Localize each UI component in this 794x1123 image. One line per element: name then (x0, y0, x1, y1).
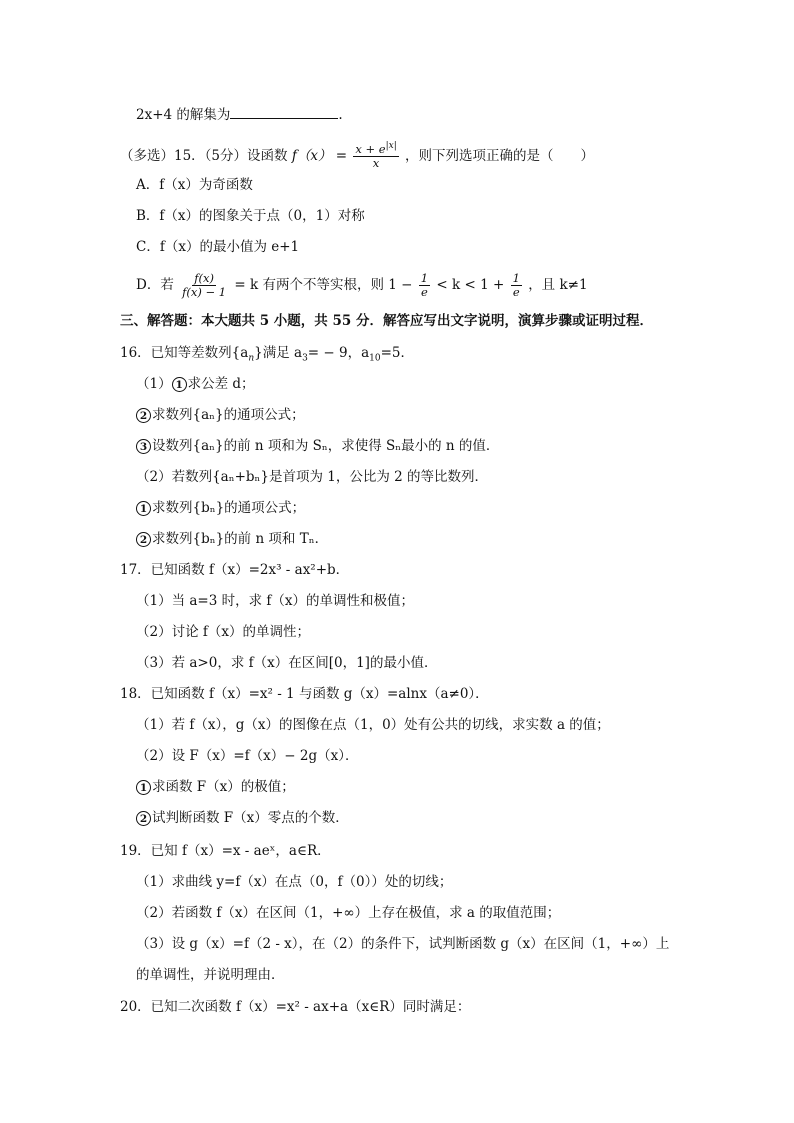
q18-part1: （1）若 f（x），g（x）的图像在点（1，0）处有公共的切线，求实数 a 的值； (136, 717, 610, 733)
q18-part2-1-text: 求函数 F（x）的极值； (152, 779, 295, 795)
q18-part2: （2）设 F（x）=f（x）− 2g（x）． (136, 748, 359, 764)
q15-option-b: B．f（x）的图象关于点（0，1）对称 (136, 208, 365, 224)
q18-part2-2 (136, 809, 349, 827)
q15-d-mid2: < k < 1 + (436, 277, 505, 293)
q16-stem (120, 344, 414, 362)
q18-stem: 18．已知函数 f（x）=x² - 1 与函数 g（x）=alnx（a≠0）． (120, 686, 489, 702)
q15-d-frac3-den: e (512, 285, 520, 299)
q15-d-pre: D．若 (136, 277, 174, 293)
circled-2-icon: 2 (136, 532, 151, 547)
q15-d-mid: = k 有两个不等实根，则 1 − (234, 277, 413, 293)
q15-frac-den: x (372, 156, 380, 170)
q15-option-c: C．f（x）的最小值为 e+1 (136, 239, 300, 255)
q15-d-frac2 (419, 272, 430, 299)
q16-part1 (136, 375, 255, 393)
q19-part3-cont: 的单调性，并说明理由． (136, 967, 285, 983)
q20-stem: 20．已知二次函数 f（x）=x² - ax+a（x∈R）同时满足： (120, 999, 471, 1015)
q15-stem (120, 143, 594, 170)
q16-part2-2 (136, 530, 328, 548)
q16-sub-n: n (248, 353, 255, 364)
q19-part2: （2）若函数 f（x）在区间（1，+∞）上存在极值，求 a 的取值范围； (136, 905, 561, 921)
q15-d-frac2-den: e (421, 285, 428, 299)
q16-part1-3-text: 设数列{aₙ}的前 n 项和为 Sₙ，求使得 Sₙ最小的 n 的值． (152, 438, 500, 454)
q14-text: 2x+4 的解集为 (136, 107, 231, 123)
section-3-heading: 三、解答题：本大题共 5 小题，共 55 分．解答应写出文字说明，演算步骤或证明过程． (120, 313, 653, 329)
q15-d-frac-num: f(x) (194, 271, 214, 285)
q15-d-end: ，且 k≠1 (528, 277, 588, 293)
q17-part1: （1）当 a=3 时，求 f（x）的单调性和极值； (136, 593, 415, 609)
q16-part1-2-text: 求数列{aₙ}的通项公式； (152, 407, 305, 423)
circled-2-icon: 2 (136, 408, 151, 423)
q15-d-frac3 (511, 272, 522, 299)
answer-blank (230, 106, 338, 119)
q15-eq: = (335, 148, 352, 164)
q15-d-frac (180, 272, 228, 299)
q18-part2-2-text: 试判断函数 F（x）零点的个数． (152, 810, 349, 826)
q16-title-b: }满足 a (254, 345, 303, 361)
q19-stem: 19．已知 f（x）=x - aeˣ，a∈R． (120, 843, 331, 859)
q18-part2-1 (136, 778, 295, 796)
q15-option-d (136, 272, 588, 299)
q14-continuation (136, 106, 343, 124)
q15-fx: f（x） (291, 148, 332, 164)
q15-frac-num: x + e (355, 142, 386, 156)
q15-fraction (353, 143, 398, 170)
q16-part2-1-text: 求数列{bₙ}的通项公式； (152, 500, 306, 516)
q16-part2-2-text: 求数列{bₙ}的前 n 项和 Tₙ． (152, 531, 329, 547)
q15-option-a: A．f（x）为奇函数 (136, 177, 253, 193)
q16-part1-2 (136, 406, 305, 424)
q15-suffix: ，则下列选项正确的是（ ） (405, 148, 595, 164)
q19-part1: （1）求曲线 y=f（x）在点（0，f（0））处的切线； (136, 874, 453, 890)
q15-frac-sup: |x| (385, 141, 397, 152)
q16-title-c: = − 9，a (307, 345, 370, 361)
circled-1-icon: 1 (136, 501, 151, 516)
q16-sub-3: 3 (302, 353, 308, 364)
q17-part3: （3）若 a>0，求 f（x）在区间[0，1]的最小值． (136, 655, 438, 671)
q16-part1-label: （1） (136, 376, 172, 392)
q15-d-frac3-num: 1 (512, 271, 520, 285)
q17-part2: （2）讨论 f（x）的单调性； (136, 624, 310, 640)
q16-title-end: =5． (380, 345, 414, 361)
q19-part3: （3）设 g（x）=f（2 - x），在（2）的条件下，试判断函数 g（x）在区间（1，+∞）上 (136, 936, 670, 952)
circled-1-icon: 1 (136, 780, 151, 795)
q16-sub-10: 10 (369, 353, 381, 364)
q15-d-frac-den: f(x) − 1 (182, 285, 227, 299)
circled-2-icon: 2 (136, 811, 151, 826)
q16-part2: （2）若数列{aₙ+bₙ}是首项为 1，公比为 2 的等比数列． (136, 469, 489, 485)
q17-stem: 17．已知函数 f（x）=2x³ - ax²+b． (120, 562, 350, 578)
circled-1-icon: 1 (172, 377, 187, 392)
q15-prefix: （多选）15．（5分）设函数 (120, 148, 288, 164)
q15-d-frac2-num: 1 (420, 271, 429, 285)
q14-end: . (338, 107, 343, 123)
circled-3-icon: 3 (136, 439, 151, 454)
q16-part2-1 (136, 499, 305, 517)
q16-part1-text: 求公差 d； (187, 376, 255, 392)
q16-part1-3 (136, 437, 499, 455)
q16-title-a: 16．已知等差数列{a (120, 345, 249, 361)
